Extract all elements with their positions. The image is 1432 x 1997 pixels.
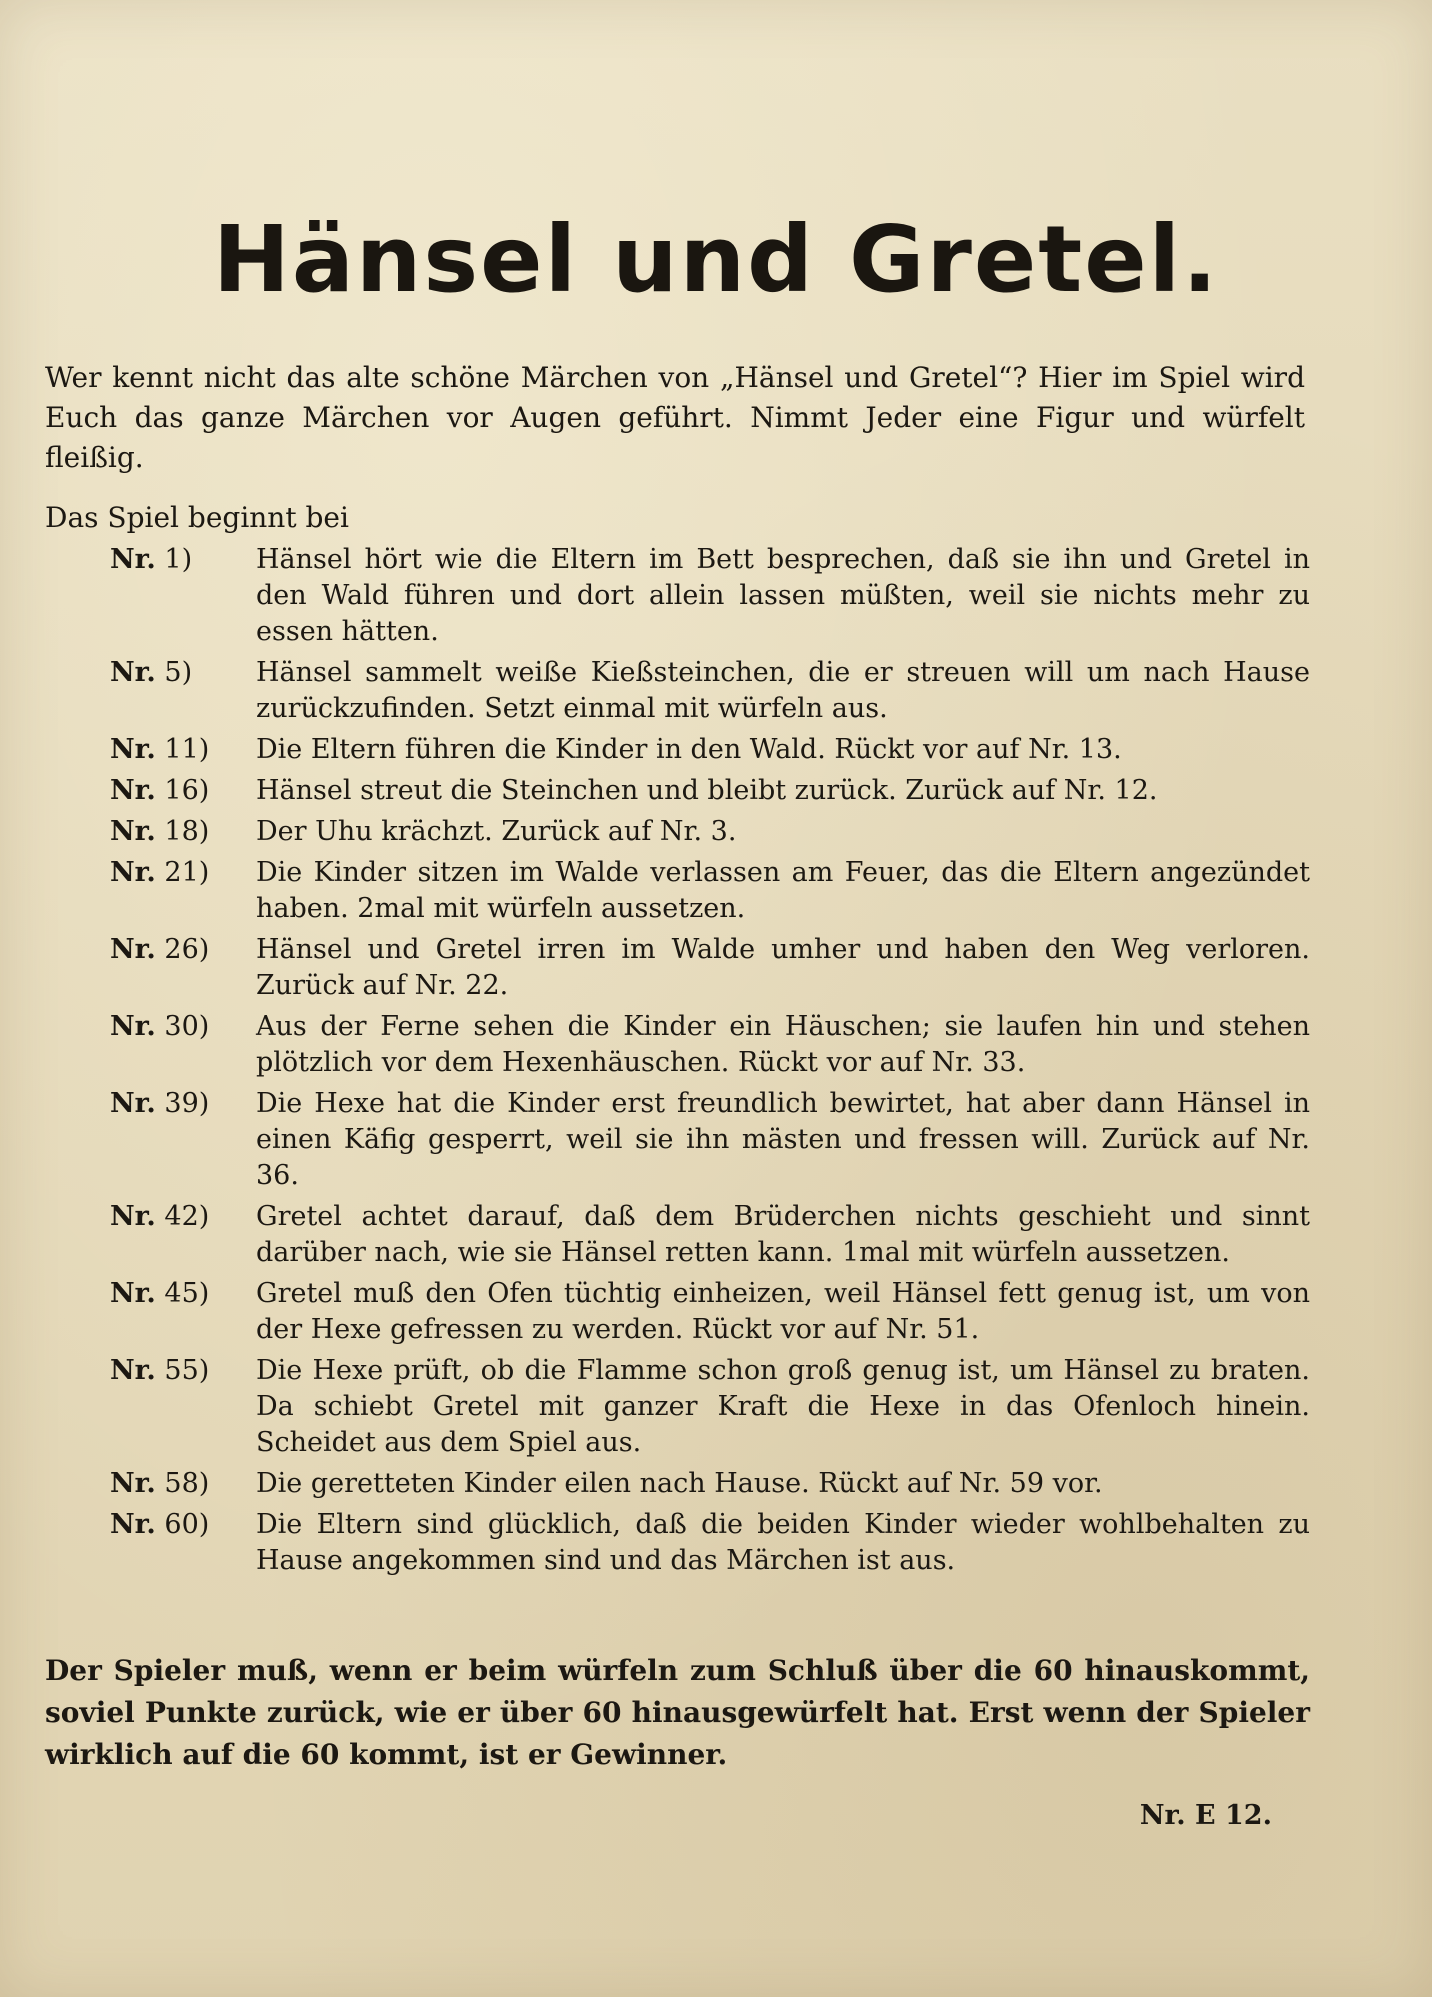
rule-text: Hänsel und Gretel irren im Walde umher und haben den Weg verloren. Zurück auf Nr. 22. (256, 934, 1310, 1001)
rule-label (110, 1009, 250, 1045)
rule-item (110, 1353, 1310, 1461)
rule-prefix: Nr. (110, 775, 156, 806)
rule-number: 60) (164, 1509, 210, 1540)
rule-prefix: Nr. (110, 1278, 156, 1309)
rule-text: Aus der Ferne sehen die Kinder ein Häuschen; sie laufen hin und stehen plötzlich vor dem Hexenhäuschen. Rückt vor auf Nr. 33. (256, 1011, 1310, 1078)
rule-text: Die geretteten Kinder eilen nach Hause. Rückt auf Nr. 59 vor. (256, 1468, 1103, 1499)
rule-number: 42) (164, 1201, 210, 1232)
rule-item (110, 1199, 1310, 1271)
rule-label (110, 732, 250, 768)
rule-item (110, 1276, 1310, 1348)
rule-prefix: Nr. (110, 1509, 156, 1540)
rule-number: 1) (164, 544, 193, 575)
rule-text: Gretel muß den Ofen tüchtig einheizen, weil Hänsel fett genug ist, um von der Hexe gefressen zu werden. Rückt vor auf Nr. 51. (256, 1278, 1310, 1345)
rule-prefix: Nr. (110, 1468, 156, 1499)
rule-number: 45) (164, 1278, 210, 1309)
rule-number: 21) (164, 857, 210, 888)
rule-label (110, 855, 250, 891)
rule-item (110, 814, 1310, 850)
rule-number: 16) (164, 775, 210, 806)
rule-number: 26) (164, 934, 210, 965)
rule-text: Die Eltern führen die Kinder in den Wald. Rückt vor auf Nr. 13. (256, 734, 1122, 765)
rule-item (110, 932, 1310, 1004)
rules-list (110, 542, 1310, 1584)
rule-item (110, 1009, 1310, 1081)
rule-item (110, 655, 1310, 727)
page-title: Hänsel und Gretel. (212, 206, 1220, 313)
rule-item (110, 855, 1310, 927)
rules-heading: Das Spiel beginnt bei (45, 501, 349, 534)
rule-label (110, 655, 250, 691)
rule-item (110, 542, 1310, 650)
rule-text: Hänsel hört wie die Eltern im Bett besprechen, daß sie ihn und Gretel in den Wald führen und dort allein lassen müßten, weil sie nichts mehr zu essen hätten. (256, 544, 1310, 647)
rule-text: Die Kinder sitzen im Walde verlassen am Feuer, das die Eltern angezündet haben. 2mal mit würfeln aussetzen. (256, 857, 1310, 924)
intro-paragraph: Wer kennt nicht das alte schöne Märchen von „Hänsel und Gretel“? Hier im Spiel wird Euch das ganze Märchen vor Augen geführt. Nimmt Jeder eine Figur und würfelt fleißig. (45, 361, 1305, 474)
rule-item (110, 732, 1310, 768)
rule-label (110, 1086, 250, 1122)
rule-label (110, 1353, 250, 1389)
rule-text: Der Uhu krächzt. Zurück auf Nr. 3. (256, 816, 737, 847)
rule-prefix: Nr. (110, 857, 156, 888)
rule-prefix: Nr. (110, 934, 156, 965)
rule-number: 39) (164, 1088, 210, 1119)
rule-number: 5) (164, 657, 193, 688)
rule-item (110, 1507, 1310, 1579)
rule-item (110, 1086, 1310, 1194)
rule-prefix: Nr. (110, 734, 156, 765)
rule-label (110, 814, 250, 850)
rule-text: Hänsel sammelt weiße Kießsteinchen, die er streuen will um nach Hause zurückzufinden. Setzt einmal mit würfeln aus. (256, 657, 1310, 724)
rule-number: 11) (164, 734, 210, 765)
rule-label (110, 1276, 250, 1312)
rule-item (110, 1466, 1310, 1502)
rule-text: Die Hexe hat die Kinder erst freundlich bewirtet, hat aber dann Hänsel in einen Käfig gesperrt, weil sie ihn mästen und fressen will. Zurück auf Nr. 36. (256, 1088, 1310, 1191)
rule-number: 58) (164, 1468, 210, 1499)
rule-label (110, 932, 250, 968)
rule-label (110, 542, 250, 578)
closing-paragraph: Der Spieler muß, wenn er beim würfeln zum Schluß über die 60 hinauskommt, soviel Punkte zurück, wie er über 60 hinausgewürfelt hat. Erst wenn der Spieler wirklich auf die 60 kommt, ist er Gewinner. (45, 1654, 1310, 1771)
rule-prefix: Nr. (110, 544, 156, 575)
rule-prefix: Nr. (110, 1355, 156, 1386)
rule-prefix: Nr. (110, 1088, 156, 1119)
rule-prefix: Nr. (110, 816, 156, 847)
rule-prefix: Nr. (110, 657, 156, 688)
rule-text: Hänsel streut die Steinchen und bleibt zurück. Zurück auf Nr. 12. (256, 775, 1158, 806)
rule-text: Gretel achtet darauf, daß dem Brüderchen nichts geschieht und sinnt darüber nach, wie sie Hänsel retten kann. 1mal mit würfeln aussetzen. (256, 1201, 1310, 1268)
document-code: Nr. E 12. (1139, 1800, 1272, 1831)
rule-text: Die Eltern sind glücklich, daß die beiden Kinder wieder wohlbehalten zu Hause angekommen sind und das Märchen ist aus. (256, 1509, 1310, 1576)
rule-item (110, 773, 1310, 809)
rule-label (110, 1507, 250, 1543)
rule-prefix: Nr. (110, 1201, 156, 1232)
rule-number: 55) (164, 1355, 210, 1386)
rule-number: 18) (164, 816, 210, 847)
rule-text: Die Hexe prüft, ob die Flamme schon groß genug ist, um Hänsel zu braten. Da schiebt Gretel mit ganzer Kraft die Hexe in das Ofenloch hinein. Scheidet aus dem Spiel aus. (256, 1355, 1310, 1458)
rule-label (110, 1466, 250, 1502)
rule-prefix: Nr. (110, 1011, 156, 1042)
rule-label (110, 773, 250, 809)
rule-label (110, 1199, 250, 1235)
rule-number: 30) (164, 1011, 210, 1042)
